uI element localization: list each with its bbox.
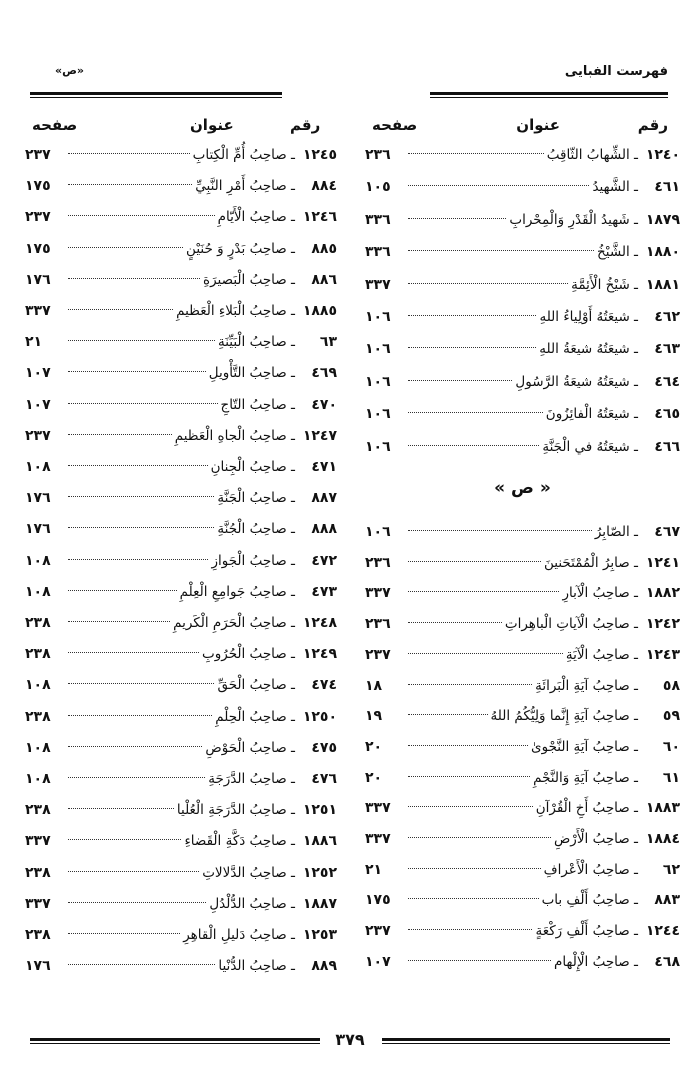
entry-number: ٦٢: [662, 861, 680, 878]
dot-leader: [408, 960, 551, 961]
dot-leader: [68, 403, 218, 404]
entry-number: ٤٦٧: [654, 524, 680, 540]
entry-title: ـ صاحِبُ أَمْرِ النَّبِيِّ: [195, 178, 295, 195]
entry-title: ـ صاحِبُ دَكَّةِ الْقَضاءِ: [184, 833, 295, 850]
dot-leader: [68, 621, 170, 622]
entry-title: ـ صاحِبُ دَليلِ الْقاهِرِ: [183, 927, 295, 943]
footer-rule-right: [382, 1038, 670, 1044]
entry-page: ١٧٦: [25, 271, 51, 288]
index-entry: [25, 829, 337, 853]
entry-number: ٦٣: [319, 334, 337, 351]
entry-page: ١٠٨: [25, 552, 51, 569]
entry-title: ـ الشَّهيدُ: [592, 179, 638, 196]
entry-number: ٤٦١: [654, 179, 680, 196]
entry-page: ٢١: [365, 861, 383, 878]
entry-page: ١٧٦: [25, 958, 51, 975]
entry-number: ٤٧٥: [311, 739, 337, 756]
entry-title: ـ صاحِبُ أَخِ الْقُرْآنِ: [535, 800, 638, 817]
index-entry: [365, 796, 680, 820]
entry-title: ـ صاحِبُ الْجُنَّةِ: [217, 521, 295, 538]
entry-title: ـ صاحِبُ الدَّرَجَةِ: [208, 771, 295, 787]
dot-leader: [408, 745, 528, 746]
dot-leader: [408, 653, 563, 654]
col-header-number: رقم: [637, 116, 668, 134]
entry-title: ـ صاحِبُ الدُّنْيا: [218, 958, 295, 975]
entry-title: ـ صاحِبُ الْبَصيرَةِ: [203, 271, 295, 288]
entry-page: ٣٣٧: [365, 276, 391, 293]
index-entry: [365, 370, 680, 394]
entry-number: ٤٧٦: [311, 771, 337, 787]
entry-title: ـ شيعَتُهُ أَوْلِياءُ اللهِ: [539, 309, 638, 325]
index-entry: [365, 305, 680, 329]
entry-number: ٤٧٤: [311, 677, 337, 694]
dot-leader: [68, 933, 180, 934]
entry-page: ٢٣٧: [365, 646, 391, 663]
entry-title: ـ صاحِبُ الْإِلْهام: [554, 953, 638, 970]
page-number: ٣٧٩: [335, 1030, 365, 1049]
footer-rule-left: [30, 1038, 320, 1044]
entry-number: ٤٧٣: [311, 583, 337, 600]
entry-page: ٢٣٦: [365, 554, 391, 571]
entry-number: ٥٨: [662, 677, 680, 694]
entry-number: ١٢٤٧: [302, 427, 337, 444]
index-entry: [365, 674, 680, 698]
entry-page: ١٠٨: [25, 739, 51, 756]
index-entry: [25, 237, 337, 261]
entry-page: ٣٣٧: [25, 895, 51, 912]
entry-page: ١٠٦: [365, 438, 391, 455]
index-entry: [25, 642, 337, 666]
entry-page: ٢٣٨: [25, 646, 51, 663]
dot-leader: [408, 153, 544, 154]
entry-number: ١٢٥٠: [302, 708, 337, 725]
dot-leader: [408, 412, 543, 413]
dot-leader: [68, 215, 215, 216]
entry-title: ـ صاحِبُ الْحَوْضِ: [205, 739, 295, 756]
index-entry: [25, 580, 337, 604]
entry-number: ١٨٨٦: [302, 833, 337, 850]
index-entry: [25, 798, 337, 822]
index-entry: [365, 858, 680, 882]
entry-page: ١٠٥: [365, 179, 391, 196]
entry-page: ٣٣٧: [365, 800, 391, 817]
entry-number: ٨٨٧: [311, 490, 337, 507]
entry-number: ١٢٥٣: [302, 927, 337, 943]
index-entry: [365, 581, 680, 605]
index-entry: [365, 612, 680, 636]
dot-leader: [68, 278, 200, 279]
entry-page: ٣٣٧: [365, 585, 391, 602]
entry-page: ٢٠: [365, 769, 383, 786]
index-entry: [25, 767, 337, 791]
entry-number: ١٢٤٠: [645, 147, 680, 163]
entry-number: ١٢٤٨: [302, 615, 337, 631]
index-column-right: [365, 0, 680, 1025]
entry-number: ١٨٧٩: [645, 211, 680, 228]
entry-page: ٢٣٨: [25, 864, 51, 881]
entry-title: ـ شيعَتُهُ شيعَةُ اللهِ: [539, 341, 638, 358]
index-entry: [365, 240, 680, 264]
dot-leader: [408, 929, 532, 930]
index-entry: [25, 954, 337, 978]
index-entry: [365, 337, 680, 361]
entry-title: ـ صاحِبُ التَّأْويلِ: [208, 365, 295, 382]
entry-page: ٢٣٧: [25, 427, 51, 444]
entry-page: ١٨: [365, 677, 383, 694]
index-entry: [365, 950, 680, 974]
index-entry: [365, 435, 680, 459]
dot-leader: [408, 347, 536, 348]
entry-number: ١٢٤٩: [302, 646, 337, 663]
entry-title: ـ الصّابِرُ: [594, 524, 638, 540]
index-entry: [25, 299, 337, 323]
index-entry: [25, 424, 337, 448]
entry-number: ١٢٤٦: [302, 209, 337, 226]
entry-title: ـ شيعَتُهُ في الْجَنَّةِ: [542, 438, 638, 455]
entry-title: ـ صاحِبُ جَوامِعِ الْعِلْمِ: [179, 583, 295, 600]
index-entry: [25, 268, 337, 292]
entry-title: ـ صاحِبُ آيَةِ إِنَّما وَلِيُّكُمُ اللهُ: [490, 708, 638, 725]
entry-page: ٢٣٨: [25, 802, 51, 819]
entry-title: ـ صاحِبُ الْجاهِ الْعَظيمِ: [174, 427, 295, 444]
entry-number: ١٨٨٧: [302, 895, 337, 912]
entry-number: ١٢٤٣: [645, 646, 680, 663]
index-column-left: [25, 0, 337, 1025]
index-entry: [25, 455, 337, 479]
dot-leader: [68, 527, 214, 528]
dot-leader: [408, 806, 533, 807]
entry-page: ٢٣٨: [25, 708, 51, 725]
dot-leader: [408, 283, 568, 284]
entry-title: ـ شيعَتُهُ شيعَةُ الرَّسُولِ: [515, 373, 638, 390]
section-heading: « ص »: [494, 478, 551, 498]
entry-page: ٣٣٦: [365, 244, 391, 261]
index-entry: [365, 704, 680, 728]
entry-number: ١٨٨٥: [302, 303, 337, 319]
entry-title: ـ صاحِبُ الْآياتِ الْباهِراتِ: [504, 616, 638, 633]
index-entry: [365, 208, 680, 232]
entry-page: ٢٣٧: [25, 209, 51, 226]
entry-title: ـ صاحِبُ الْبَلاءِ الْعَظيمِ: [176, 303, 295, 319]
entry-title: ـ صاحِبُ آيَةِ وَالنَّجْمِ: [533, 769, 638, 786]
dot-leader: [68, 746, 202, 747]
index-entry: [365, 735, 680, 759]
entry-number: ٨٨٦: [311, 271, 337, 288]
entry-page: ١٠٨: [25, 583, 51, 600]
entry-title: ـ صاحِبُ الْجَنَّةِ: [217, 490, 295, 507]
entry-title: ـ شَيْخُ الْأَئِمَّةِ: [571, 276, 638, 293]
entry-number: ١٨٨١: [645, 276, 680, 293]
index-entry: [25, 486, 337, 510]
entry-page: ٢٣٧: [365, 923, 391, 940]
entry-number: ٤٧٢: [311, 552, 337, 569]
index-entry: [25, 673, 337, 697]
entry-number: ١٢٤٥: [302, 147, 337, 163]
entry-page: ١٠٨: [25, 459, 51, 475]
index-entry: [25, 861, 337, 885]
col-header-page: صفحه: [372, 116, 418, 134]
entry-number: ٤٦٨: [654, 953, 680, 970]
entry-page: ٣٣٧: [25, 303, 51, 319]
index-entry: [365, 643, 680, 667]
entry-page: ١٧٥: [25, 240, 51, 257]
dot-leader: [408, 714, 488, 715]
dot-leader: [68, 371, 206, 372]
dot-leader: [68, 309, 173, 310]
entry-number: ٤٦٣: [654, 341, 680, 358]
index-entry: [365, 827, 680, 851]
entry-number: ٨٨٩: [311, 958, 337, 975]
entry-title: ـ صاحِبُ الْأَعْرافِ: [543, 861, 638, 878]
entry-number: ٨٨٥: [311, 240, 337, 257]
entry-title: ـ صاحِبُ الْحَرَمِ الْكَريمِ: [173, 615, 295, 631]
entry-title: ـ صاحِبُ التّاجِ: [220, 396, 295, 413]
dot-leader: [68, 184, 192, 185]
entry-title: ـ صاحِبُ أُمِّ الْكِتابِ: [192, 147, 295, 163]
index-entry: [25, 611, 337, 635]
dot-leader: [68, 808, 174, 809]
dot-leader: [408, 315, 536, 316]
entry-page: ٢٣٧: [25, 147, 51, 163]
dot-leader: [68, 652, 199, 653]
index-entry: [365, 888, 680, 912]
entry-title: ـ صاحِبُ الدَّرَجَةِ الْعُلْيا: [176, 802, 295, 819]
index-entry: [365, 402, 680, 426]
entry-title: ـ صاحِبُ الْحَقِّ: [217, 677, 295, 694]
entry-title: ـ صاحِبُ الْجِنانِ: [210, 459, 295, 475]
entry-page: ١٠٦: [365, 373, 391, 390]
entry-title: ـ صابِرُ الْمُمْتَحَنينَ: [543, 554, 638, 571]
index-entry: [365, 919, 680, 943]
running-header-letter: «ص»: [55, 64, 85, 77]
entry-page: ١٠٦: [365, 309, 391, 325]
entry-page: ٢٣٦: [365, 616, 391, 633]
entry-page: ١٠٧: [365, 953, 391, 970]
entry-title: ـ صاحِبُ أَلْفِ باب: [541, 892, 638, 909]
index-entry: [25, 892, 337, 916]
entry-title: ـ صاحِبُ الْبَيِّنَةِ: [217, 334, 295, 351]
entry-number: ٥٩: [662, 708, 680, 725]
entry-title: ـ شيعَتُهُ الْفائِزُونَ: [545, 406, 638, 423]
entry-number: ١٢٤٢: [645, 616, 680, 633]
dot-leader: [68, 964, 215, 965]
entry-title: ـ صاحِبُ الْحِلْمِ: [215, 708, 295, 725]
entry-page: ٣٣٧: [365, 831, 391, 847]
col-header-page: صفحه: [32, 116, 78, 134]
entry-number: ٨٨٤: [311, 178, 337, 195]
dot-leader: [68, 902, 206, 903]
entry-page: ٢٠: [365, 738, 383, 755]
dot-leader: [68, 777, 205, 778]
dot-leader: [68, 465, 208, 466]
entry-page: ١٧٥: [25, 178, 51, 195]
index-entry: [365, 551, 680, 575]
entry-number: ١٢٥١: [302, 802, 337, 819]
running-header-title: فهرست الفبايى: [564, 64, 668, 79]
index-entry: [25, 143, 337, 167]
entry-number: ٤٦٢: [654, 309, 680, 325]
index-entry: [365, 520, 680, 544]
entry-page: ٢٣٨: [25, 615, 51, 631]
index-entry: [365, 175, 680, 199]
entry-number: ١٨٨٤: [645, 831, 680, 847]
col-header-title: عنوان: [190, 116, 234, 134]
entry-page: ١٠٦: [365, 341, 391, 358]
dot-leader: [68, 839, 181, 840]
entry-page: ١٠٨: [25, 677, 51, 694]
dot-leader: [408, 684, 532, 685]
entry-page: ٢٣٨: [25, 927, 51, 943]
entry-title: ـ صاحِبُ الْأَرْضِ: [553, 831, 638, 847]
index-entry: [25, 393, 337, 417]
dot-leader: [68, 496, 214, 497]
entry-title: ـ الشَّيْخُ: [597, 244, 638, 261]
index-entry: [25, 705, 337, 729]
dot-leader: [408, 380, 512, 381]
dot-leader: [408, 898, 539, 899]
entry-number: ٤٦٦: [654, 438, 680, 455]
entry-number: ١٨٨٠: [645, 244, 680, 261]
entry-page: ١٠٧: [25, 396, 51, 413]
dot-leader: [408, 622, 502, 623]
dot-leader: [68, 340, 215, 341]
entry-number: ٦١: [662, 769, 680, 786]
entry-title: ـ صاحِبُ الْأَيّامِ: [217, 209, 295, 226]
index-entry: [365, 273, 680, 297]
entry-page: ٣٣٦: [365, 211, 391, 228]
entry-page: ٢١: [25, 334, 43, 351]
entry-title: ـ صاحِبُ أَلْفِ رَكْعَةٍ: [535, 923, 638, 940]
entry-page: ١٧٥: [365, 892, 391, 909]
entry-number: ٤٦٤: [654, 373, 680, 390]
index-entry: [25, 205, 337, 229]
entry-number: ٤٧١: [311, 459, 337, 475]
dot-leader: [408, 837, 551, 838]
dot-leader: [408, 530, 592, 531]
dot-leader: [408, 868, 541, 869]
col-header-number: رقم: [290, 116, 321, 134]
index-entry: [25, 549, 337, 573]
entry-page: ١٠٧: [25, 365, 51, 382]
entry-number: ١٨٨٣: [645, 800, 680, 817]
index-entry: [25, 736, 337, 760]
dot-leader: [408, 776, 530, 777]
index-entry: [365, 766, 680, 790]
entry-title: ـ صاحِبُ آيَةِ النَّجْوىٰ: [531, 738, 638, 755]
entry-title: ـ صاحِبُ الْآبارِ: [562, 585, 638, 602]
index-entry: [25, 923, 337, 947]
dot-leader: [68, 247, 183, 248]
dot-leader: [68, 871, 199, 872]
entry-number: ٤٦٥: [654, 406, 680, 423]
entry-title: ـ شَهيدُ الْقَدْرِ وَالْمِحْرابِ: [509, 211, 638, 228]
dot-leader: [408, 445, 539, 446]
index-entry: [365, 143, 680, 167]
footer: [0, 1030, 700, 1060]
dot-leader: [68, 590, 177, 591]
dot-leader: [408, 591, 559, 592]
entry-number: ١٢٥٢: [302, 864, 337, 881]
entry-number: ٨٨٨: [311, 521, 337, 538]
index-entry: [25, 517, 337, 541]
entry-title: ـ صاحِبُ الْجَوازِ: [211, 552, 295, 569]
entry-number: ٦٠: [662, 738, 680, 755]
index-entry: [25, 330, 337, 354]
entry-page: ١٧٦: [25, 521, 51, 538]
dot-leader: [408, 185, 589, 186]
entry-title: ـ صاحِبُ الْآيَةِ: [565, 646, 638, 663]
entry-page: ١٠٨: [25, 771, 51, 787]
dot-leader: [68, 153, 190, 154]
dot-leader: [68, 715, 212, 716]
entry-number: ٤٧٠: [311, 396, 337, 413]
entry-title: ـ صاحِبُ الدَّلالاتِ: [202, 864, 295, 881]
entry-number: ١٢٤٤: [645, 923, 680, 940]
entry-page: ١٠٦: [365, 406, 391, 423]
entry-number: ١٨٨٢: [645, 585, 680, 602]
col-header-title: عنوان: [516, 116, 560, 134]
entry-number: ١٢٤١: [645, 554, 680, 571]
entry-title: ـ صاحِبُ آيَةِ الْبَرائَةِ: [535, 677, 638, 694]
dot-leader: [68, 683, 214, 684]
dot-leader: [408, 250, 594, 251]
dot-leader: [408, 561, 541, 562]
entry-page: ٣٣٧: [25, 833, 51, 850]
entry-title: ـ الشِّهابُ الثّاقِبُ: [546, 147, 638, 163]
dot-leader: [408, 218, 506, 219]
entry-page: ١٩: [365, 708, 383, 725]
entry-title: ـ صاحِبُ الدُّلْدُلِ: [209, 895, 295, 912]
index-entry: [25, 174, 337, 198]
dot-leader: [68, 559, 208, 560]
entry-number: ٤٦٩: [311, 365, 337, 382]
dot-leader: [68, 434, 172, 435]
entry-page: ١٠٦: [365, 524, 391, 540]
entry-number: ٨٨٣: [654, 892, 680, 909]
entry-page: ٢٣٦: [365, 147, 391, 163]
entry-title: ـ صاحِبُ الْحُرُوبِ: [202, 646, 295, 663]
entry-title: ـ صاحِبُ بَدْرٍ وَ حُنَيْنٍ: [186, 240, 295, 257]
index-entry: [25, 361, 337, 385]
entry-page: ١٧٦: [25, 490, 51, 507]
